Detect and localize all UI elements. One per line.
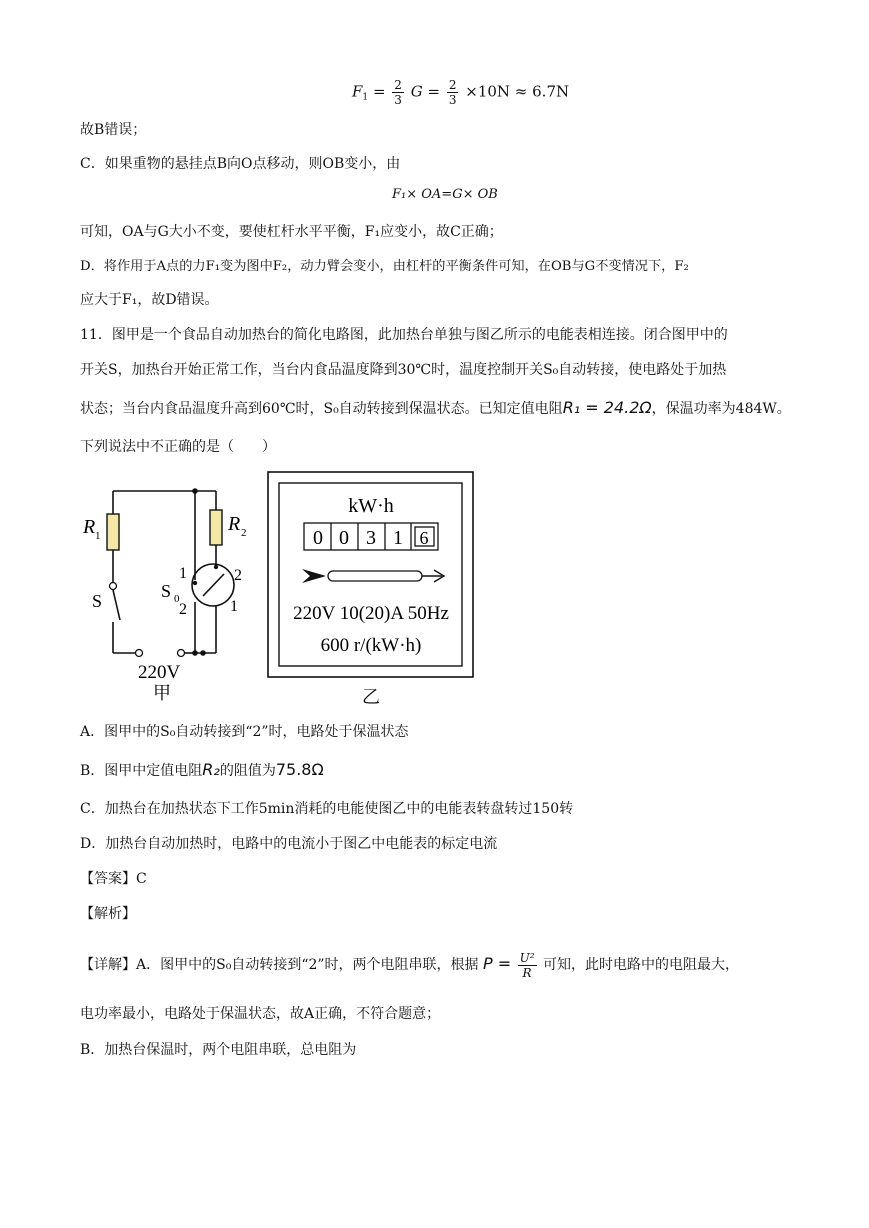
q11-line3: 状态；当台内食品温度升高到60℃时，S₀自动转接到保温状态。已知定值电阻R₁ = 24.2Ω，保温功率为484W。 [80,398,791,417]
line-c2: 可知，OA与G大小不变，要使杠杆水平平衡，F₁应变小，故C正确； [80,224,503,240]
svg-text:2: 2 [179,601,187,618]
fraction-u2-over-r: $\frac{\text{U²}}{R}$ [519,950,535,980]
line-d2: 应大于F₁，故D错误。 [80,292,219,308]
option-d: D．加热台自动加热时，电路中的电流小于图乙中电能表的标定电流 [80,836,498,852]
svg-text:甲: 甲 [153,683,171,703]
meter-digit-3: 3 [366,527,376,549]
svg-text:乙: 乙 [362,687,380,707]
answer: 【答案】C [80,871,147,887]
formula-mid: F₁× OA=G× OB [392,187,498,202]
svg-text:S: S [161,581,172,601]
svg-text:S: S [92,591,103,611]
detail-line3: B．加热台保温时，两个电阻串联，总电阻为 [80,1042,357,1058]
svg-text:2: 2 [234,567,242,584]
line-c: C．如果重物的悬挂点B向O点移动，则OB变小，由 [80,156,401,172]
svg-text:0: 0 [174,593,180,605]
svg-text:R: R [83,516,96,538]
svg-text:220V: 220V [138,662,181,683]
circuit-diagram [78,470,258,705]
q11-line1: 11．图甲是一个食品自动加热台的简化电路图，此加热台单独与图乙所示的电能表相连接。闭合图甲中的 [80,327,728,343]
meter-digit-1: 0 [313,527,323,549]
svg-text:1: 1 [230,598,238,615]
svg-text:600 r/(kW·h): 600 r/(kW·h) [320,635,422,656]
svg-text:R: R [228,513,241,535]
q11-line4: 下列说法中不正确的是（ ） [80,439,276,455]
option-a: A．图甲中的S₀自动转接到“2”时，电路处于保温状态 [80,724,409,740]
option-c: C．加热台在加热状态下工作5min消耗的电能使图乙中的电能表转盘转过150转 [80,801,574,817]
detail-line1: 【详解】A．图甲中的S₀自动转接到“2”时，两个电阻串联，根据 P = $\frac{\text{U²}}{R}$ 可知，此时电路中的电阻最大， [80,950,739,980]
svg-text:kW·h: kW·h [348,495,394,517]
resistor-r2 [210,510,222,545]
analysis-heading: 【解析】 [80,906,136,922]
svg-text:1: 1 [95,530,101,542]
energy-meter [266,470,476,710]
resistor-r1 [107,514,119,550]
meter-digit-2: 0 [339,527,349,549]
svg-text:1: 1 [179,565,187,582]
meter-digit-5: 6 [419,528,429,548]
formula-top: $F_1$ = $\frac{2}{3}$ G = $\frac{2}{3}$ ×10N ≈ 6.7N [352,78,570,107]
fraction-two-thirds: $\frac{2}{3}$ [394,78,402,107]
option-b: B．图甲中定值电阻R₂的阻值为75.8Ω [80,760,324,779]
meter-digit-4: 1 [393,527,403,549]
q11-line2: 开关S，加热台开始正常工作，当台内食品温度降到30℃时，温度控制开关S₀自动转接，使电路处于加热 [80,362,727,378]
fraction-two-thirds-2: $\frac{2}{3}$ [448,78,457,107]
svg-text:220V 10(20)A 50Hz: 220V 10(20)A 50Hz [293,603,449,624]
detail-line2: 电功率最小，电路处于保温状态，故A正确，不符合题意； [80,1006,441,1022]
line-d1: D．将作用于A点的力F₁变为图中F₂，动力臂会变小，由杠杆的平衡条件可知，在OB与G不变情况下，F₂ [80,259,689,274]
svg-text:2: 2 [241,527,247,539]
line-b-wrong: 故B错误； [80,122,147,138]
